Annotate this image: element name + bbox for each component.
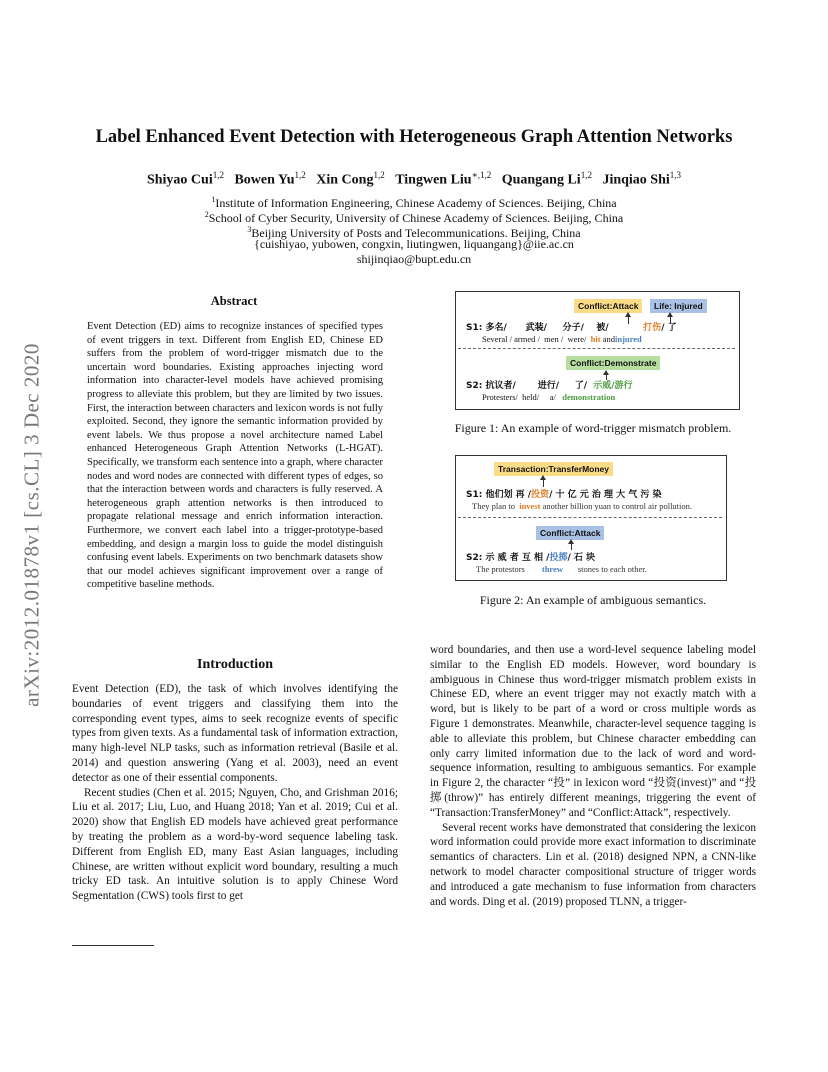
affiliation-1: $^1$Institute of Information Engineering, Chinese Academy of Sciences. Beijing, China: [211, 195, 617, 210]
author-name: Quangang Li: [501, 172, 581, 188]
author-name: Shiyao Cui: [146, 172, 213, 188]
author-affiliation-marker: 1,2: [373, 170, 385, 180]
figure-2: [455, 455, 727, 581]
abstract-heading: Abstract: [210, 294, 258, 308]
intro-paragraph-3: word boundaries, and then use a word-level sequence labeling model similar to the English ED models. However, word boundary is ambiguous in Chinese thus word-trigger mismatch problem exists in Chinese ED, where an event trigger may not exactly match with a word, but is likely to be part of a word or cross multiple words as Figure 1 demonstrates. Meanwhile, character-level sequence tagging is able to alleviate this problem, but Chinese character embedding can only carry limited information due to the lack of word and word-sequence information, resulting to ambiguous semantics. For example in Figure 2, the character “投” in lexicon word “投资(invest)” and “投掷(throw)” has entirely different meanings, triggering the event of “Transaction:TransferMoney” and “Conflict:Attack”, respectively.: [430, 644, 756, 819]
author-name: Tingwen Liu: [395, 172, 472, 188]
fig2-s2-gloss: The protestors threw stones to each other.: [476, 564, 647, 574]
intro-paragraph-4: Several recent works have demonstrated that considering the lexicon word information could provide more exact information to discriminate semantics of characters. Lin et al. (2018) designed NPN, a CNN-like network to model character compositional structure of trigger words and introduced a gate mechanism to fuse information from characters and words. Ding et al. (2019) proposed TLNN, a trigger-: [430, 821, 756, 908]
author-name: Jinqiao Shi: [602, 172, 670, 188]
fig2-s1-sentence: S1: 他们划 再 /投资/ 十 亿 元 治 理 大 气 污 染: [466, 490, 662, 500]
email-line-1: {cuishiyao, yubowen, congxin, liutingwen, liquangang}@iie.ac.cn: [254, 237, 574, 251]
tag-life-injured: Life: Injured: [650, 299, 707, 313]
arrow-attack-2: [571, 543, 572, 550]
author-list: [60, 170, 768, 189]
figure-1: [455, 291, 740, 410]
author-affiliation-marker: 1,2: [294, 170, 306, 180]
author-name: Bowen Yu: [234, 172, 295, 188]
email-line-2: shijinqiao@bupt.edu.cn: [356, 252, 472, 266]
fig1-s1-sentence: S1: 多名/ 武装/ 分子/ 被/ 打伤/ 了: [466, 323, 677, 333]
fig2-divider: [458, 517, 722, 518]
author-affiliation-marker: 1,2: [212, 170, 224, 180]
affiliation-3: $^3$Beijing University of Posts and Telecommunications. Beijing, China: [247, 225, 581, 240]
fig2-s1-gloss: They plan to invest another billion yuan to control air pollution.: [472, 501, 693, 511]
abstract-text: Event Detection (ED) aims to recognize instances of specified types of event triggers in text. Different from English ED, Chinese ED suffers from the problem of word-trigger mismatch due to the uncertain word boundaries. Existing approaches injecting word information into character-level models have achieved promising progress to alleviate this problem, but they are limited by two issues. First, the interaction between characters and lexicon words is not fully exploited. Second, they ignore the semantic information provided by event labels. We thus propose a novel architecture named Label enhanced Heterogeneous Graph Attention Networks (L-HGAT). Specifically, we transform each sentence into a graph, where character nodes and word nodes are connected with different types of edges, so that the interaction between words and characters is fully reserved. A heterogeneous graph attention networks is then introduced to propagate relational message and enrich information interaction. Furthermore, we convert each label into a trigger-prototype-based embedding, and design a margin loss to guide the model distinguish confusing event labels. Experiments on two benchmark datasets show that our model achieves significant improvement over a range of competitive baseline methods.: [87, 321, 383, 591]
fig1-s1-gloss: Several / armed / men / were/ hit andinjured: [482, 334, 642, 344]
footnote-rule: [72, 945, 154, 946]
figure-2-caption: Figure 2: An example of ambiguous semantics.: [479, 593, 707, 607]
affiliation-2: $^2$School of Cyber Security, University of Chinese Academy of Sciences. Beijing, China: [204, 210, 624, 225]
fig1-s2-gloss: Protesters/ held/ a/ demonstration: [482, 392, 616, 402]
fig1-s2-sentence: S2: 抗议者/ 进行/ 了/ 示威/游行: [466, 381, 633, 391]
author-name: Xin Cong: [316, 172, 374, 188]
fig2-s2-sentence: S2: 示 威 者 互 相 /投掷/ 石 块: [466, 553, 596, 563]
author-affiliation-marker: ∗,1,2: [471, 170, 492, 180]
arxiv-sidebar-stamp: [12, 290, 52, 760]
fig1-divider: [458, 348, 735, 349]
paper-title: Label Enhanced Event Detection with Heterogeneous Graph Attention Networks: [95, 127, 733, 147]
tag-conflict-attack: Conflict:Attack: [574, 299, 642, 313]
author-affiliation-marker: 1,2: [580, 170, 592, 180]
arxiv-id: arXiv:2012.01878v1 [cs.CL] 3 Dec 2020: [19, 343, 44, 707]
intro-left-column: [72, 682, 398, 904]
introduction-heading: Introduction: [197, 657, 273, 672]
tag-transaction-transfermoney: Transaction:TransferMoney: [494, 462, 613, 476]
tag-conflict-attack-2: Conflict:Attack: [536, 526, 604, 540]
intro-paragraph-1: Event Detection (ED), the task of which involves identifying the boundaries of event triggers and classifying them into the corresponding event types, aims to seek recognize events of specific types from given texts. As a fundamental task of information extraction, many high-level NLP tasks, such as information retrieval (Basile et al. 2014) and question answering (Yang et al. 2003), need an event detector as one of their essential components.: [72, 683, 398, 784]
figure-1-caption: Figure 1: An example of word-trigger mismatch problem.: [454, 421, 732, 435]
tag-conflict-demonstrate: Conflict:Demonstrate: [566, 356, 660, 370]
arrow-transfer: [543, 479, 544, 487]
intro-right-column: [430, 643, 756, 909]
intro-paragraph-2: Recent studies (Chen et al. 2015; Nguyen, Cho, and Grishman 2016; Liu et al. 2017; Liu, Luo, and Huang 2018; Yan et al. 2019; Cui et al. 2020) show that English ED models have achieved great performance by treating the problem as a word-by-word sequence labeling task. Different from English ED, many East Asian languages, including Chinese, are written without explicit word boundary, resulting a much tricky ED task. An intuitive solution is to apply Chinese Word Segmentation (CWS) tools first to get: [72, 786, 398, 903]
author-affiliation-marker: 1,3: [669, 170, 682, 180]
